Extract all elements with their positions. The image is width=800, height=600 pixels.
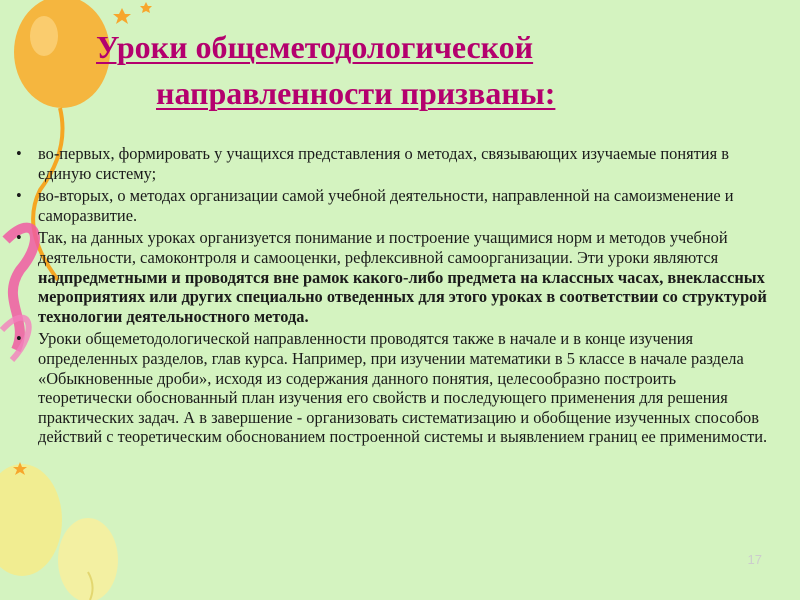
- bullet-icon: •: [16, 186, 22, 206]
- list-item-text: Уроки общеметодологической направленности проводятся также в начале и в конце изучения определенных разделов, глав курса. Например, при изучении математики в 5 классе в начале раздела «Обыкновенные дроби», исходя из содержания данного понятия, целесообразно построить теоретически обоснованный план изучения его свойств и последующего применения для решения практических задач. А в завершение - организовать систематизацию и обобщение изученных способов действий с теоретическим обоснованием построенной системы и выявлением границ ее применимости.: [38, 329, 768, 447]
- bullet-list: [14, 144, 772, 450]
- bullet-icon: •: [16, 329, 22, 349]
- list-item-text: во-вторых, о методах организации самой учебной деятельности, направленной на самоизменение и саморазвитие.: [38, 186, 734, 225]
- bullet-icon: •: [16, 144, 22, 163]
- list-item: [14, 228, 772, 326]
- bullet-icon: •: [16, 228, 22, 248]
- slide-title: [96, 24, 756, 116]
- slide-title-line-1: Уроки общеметодологической: [96, 29, 534, 65]
- list-item-text: Так, на данных уроках организуется понимание и построение учащимися норм и методов учебной деятельности, самоконтроля и самооценки, рефлексивной самоорганизации. Эти уроки являются: [38, 228, 728, 267]
- slide-number: 17: [747, 552, 762, 567]
- list-item-text: во-первых, формировать у учащихся представления о методах, связывающих изучаемые понятия в единую систему;: [38, 144, 729, 183]
- yellow-balloon-icon: [0, 464, 118, 600]
- list-item: [14, 144, 772, 183]
- list-item-bold-text: надпредметными и проводятся вне рамок какого-либо предмета на классных часах, внеклассных мероприятиях или других специально отведенных для этого уроках в соответствии со структурой технологии деятельностного метода.: [38, 267, 767, 326]
- list-item: [14, 186, 772, 225]
- list-item: [14, 329, 772, 447]
- slide-title-line-2: направленности призваны:: [156, 75, 556, 111]
